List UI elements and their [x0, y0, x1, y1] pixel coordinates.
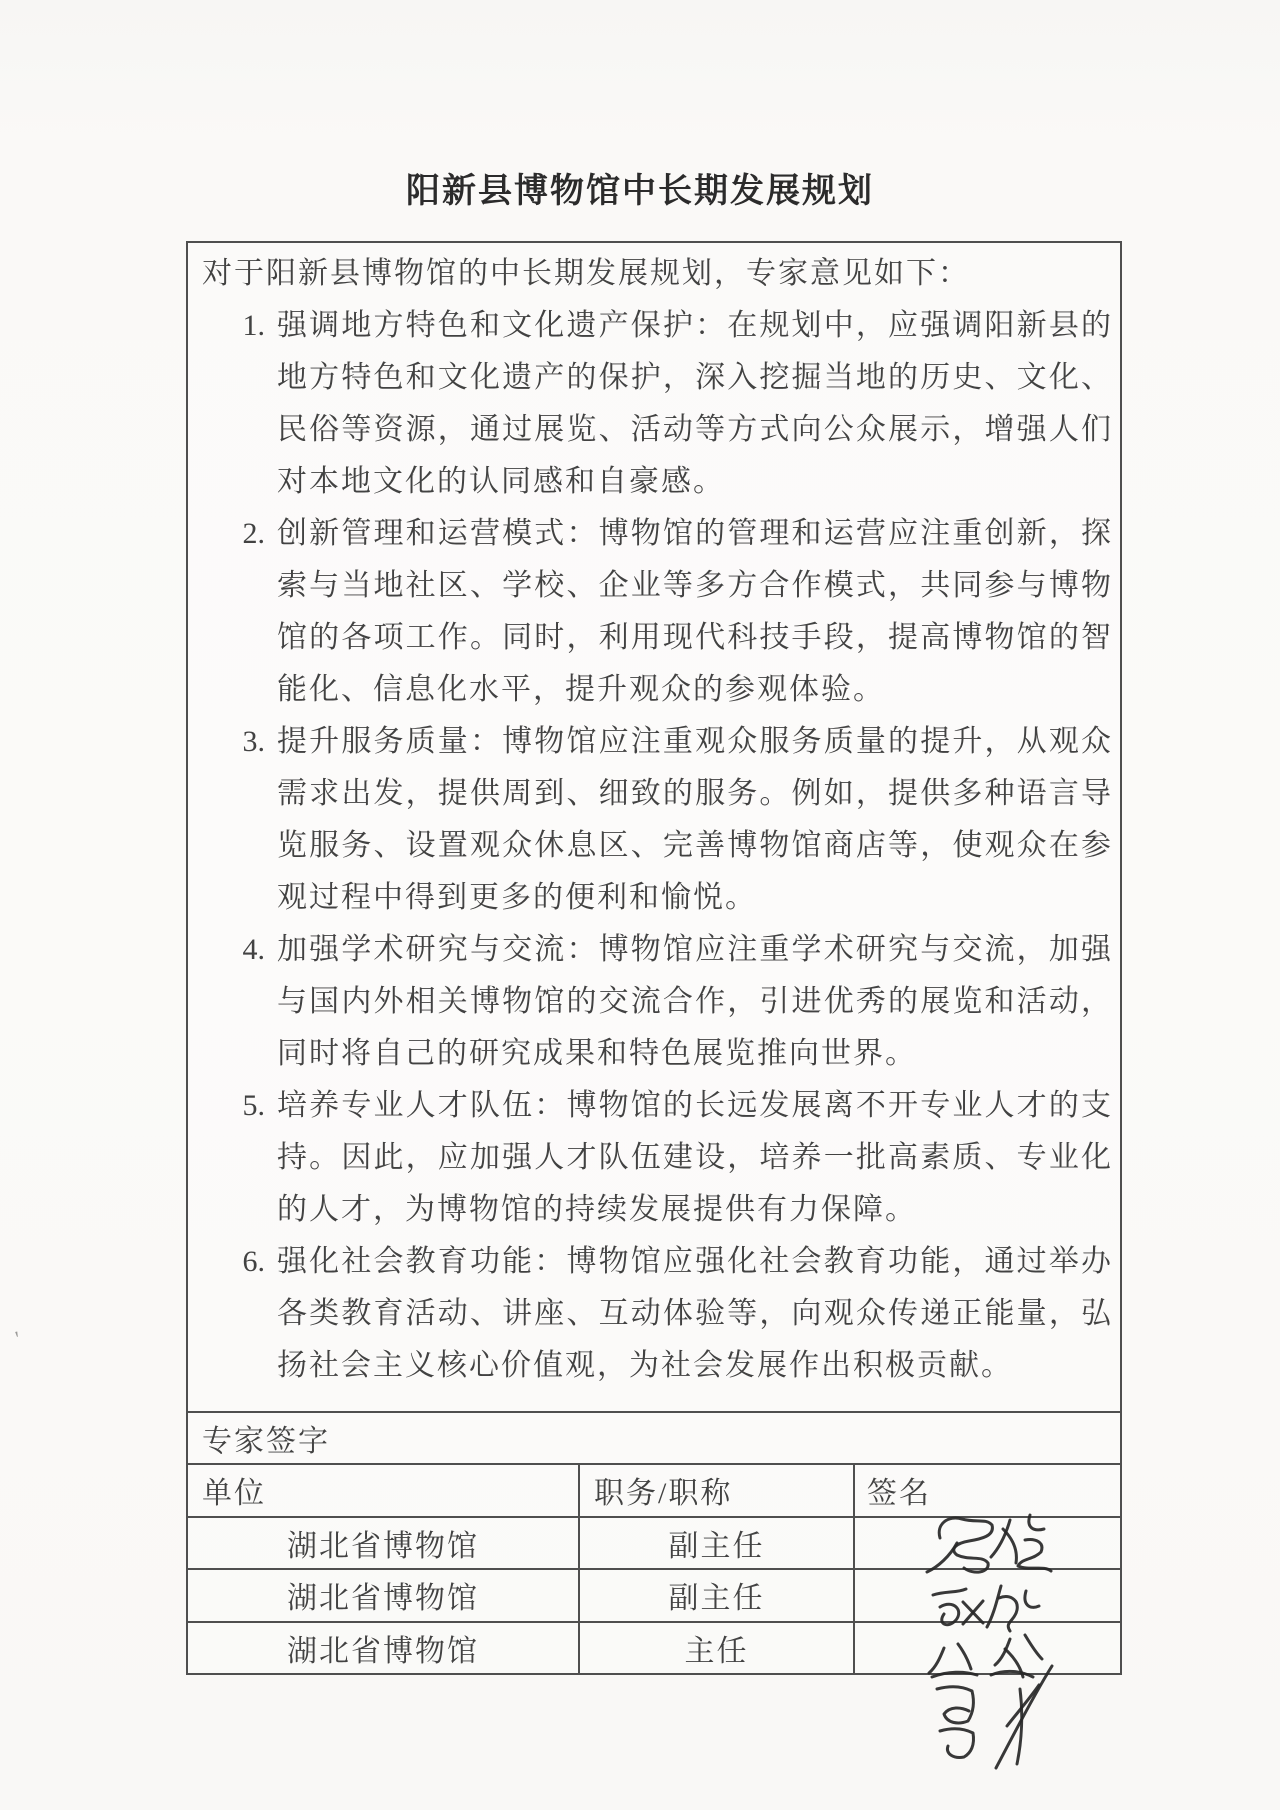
unit-cell: 湖北省博物馆	[188, 1570, 580, 1621]
opinion-item-4	[202, 924, 1113, 1080]
opinion-number: 3.	[242, 725, 265, 758]
opinion-item-5	[202, 1080, 1113, 1236]
opinion-number: 1.	[242, 309, 265, 342]
signature-table-header	[188, 1465, 1120, 1518]
table-row-2	[188, 1570, 1120, 1623]
sign-cell	[855, 1570, 1120, 1621]
sign-cell	[855, 1623, 1120, 1674]
expert-signature-label: 专家签字	[202, 1425, 330, 1458]
opinion-item-3	[202, 716, 1113, 924]
opinion-number: 2.	[242, 517, 265, 550]
opinion-text: 创新管理和运营模式：博物馆的管理和运营应注重创新，探索与当地社区、学校、企业等多方合作模式，共同参与博物馆的各项工作。同时，利用现代科技手段，提高博物馆的智能化、信息化水平，提升观众的参观体验。	[277, 517, 1113, 706]
expert-opinions-text	[188, 243, 1120, 1411]
opinion-number: 4.	[242, 933, 265, 966]
table-row-1	[188, 1518, 1120, 1571]
scan-artifact-mark: '	[12, 1325, 23, 1352]
opinion-item-6	[202, 1236, 1113, 1392]
opinion-text: 加强学术研究与交流：博物馆应注重学术研究与交流，加强与国内外相关博物馆的交流合作，引进优秀的展览和活动，同时将自己的研究成果和特色展览推向世界。	[277, 933, 1113, 1070]
sign-cell	[855, 1518, 1120, 1569]
opinion-text: 强化社会教育功能：博物馆应强化社会教育功能，通过举办各类教育活动、讲座、互动体验等，向观众传递正能量，弘扬社会主义核心价值观，为社会发展作出积极贡献。	[277, 1245, 1113, 1382]
opinion-box	[186, 241, 1122, 1675]
role-cell: 主任	[580, 1623, 855, 1674]
unit-cell: 湖北省博物馆	[188, 1518, 580, 1569]
header-unit: 单位	[188, 1465, 580, 1516]
role-cell: 副主任	[580, 1570, 855, 1621]
table-row-3	[188, 1623, 1120, 1674]
role-cell: 副主任	[580, 1518, 855, 1569]
unit-cell: 湖北省博物馆	[188, 1623, 580, 1674]
document-title: 阳新县博物馆中长期发展规划	[406, 173, 874, 210]
expert-signature-label-row	[188, 1411, 1120, 1463]
opinion-intro: 对于阳新县博物馆的中长期发展规划，专家意见如下：	[202, 257, 970, 290]
opinion-item-1	[202, 300, 1113, 508]
opinion-text: 培养专业人才队伍：博物馆的长远发展离不开专业人才的支持。因此，应加强人才队伍建设，培养一批高素质、专业化的人才，为博物馆的持续发展提供有力保障。	[277, 1089, 1113, 1226]
opinion-number: 5.	[242, 1089, 265, 1122]
header-sign: 签名	[867, 1477, 931, 1511]
signature-table	[188, 1463, 1120, 1673]
opinion-text: 强调地方特色和文化遗产保护：在规划中，应强调阳新县的地方特色和文化遗产的保护，深入挖掘当地的历史、文化、民俗等资源，通过展览、活动等方式向公众展示，增强人们对本地文化的认同感和自豪感。	[277, 309, 1113, 498]
opinion-number: 6.	[242, 1245, 265, 1278]
opinion-item-2	[202, 508, 1113, 716]
opinion-text: 提升服务质量：博物馆应注重观众服务质量的提升，从观众需求出发，提供周到、细致的服务。例如，提供多种语言导览服务、设置观众休息区、完善博物馆商店等，使观众在参观过程中得到更多的便利和愉悦。	[277, 725, 1113, 914]
header-role: 职务/职称	[580, 1465, 855, 1516]
